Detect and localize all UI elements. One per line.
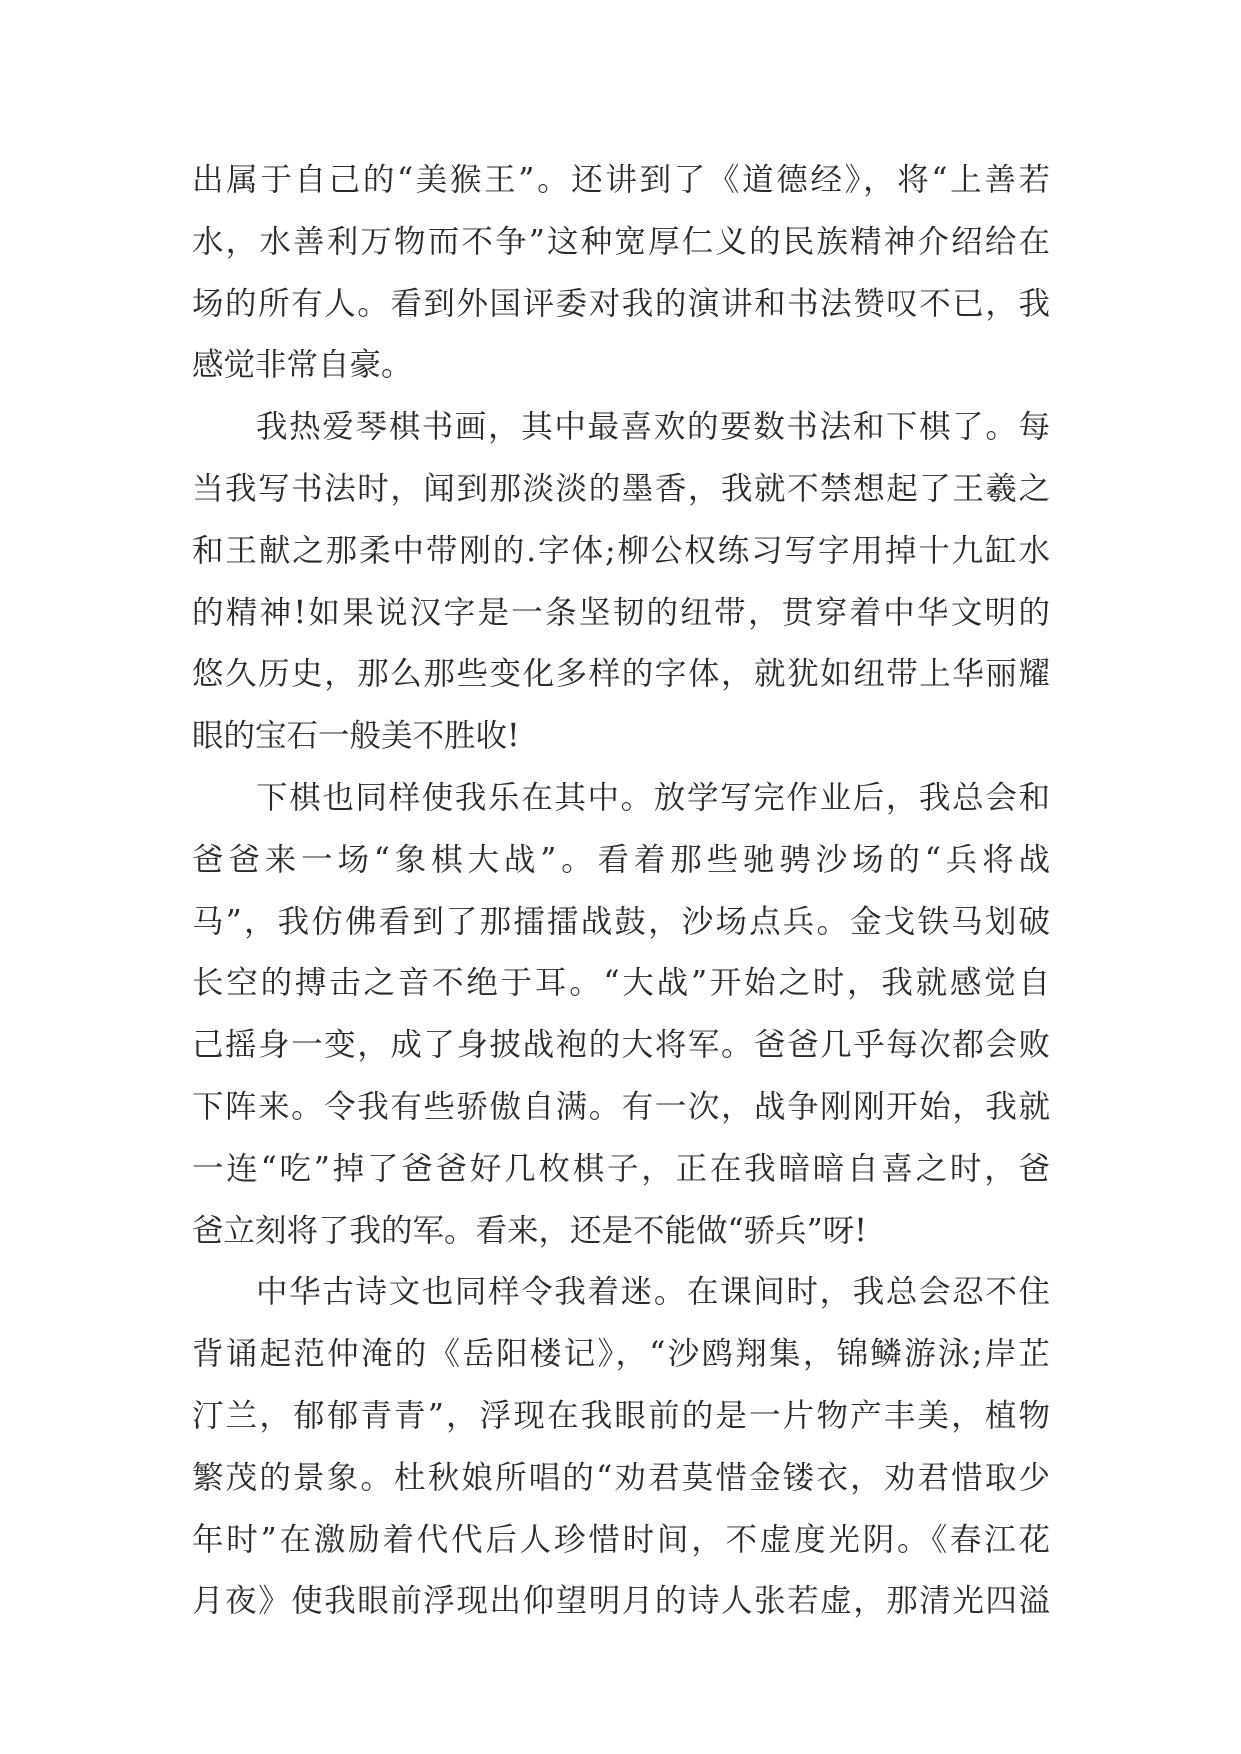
text-line: 悠久历史，那么那些变化多样的字体，就犹如纽带上华丽耀 xyxy=(192,656,1050,693)
text-line: 汀兰，郁郁青青”，浮现在我眼前的是一片物产丰美，植物 xyxy=(192,1397,1050,1434)
text-line: 下棋也同样使我乐在其中。放学写完作业后，我总会和 xyxy=(256,779,1050,816)
text-line: 月夜》使我眼前浮现出仰望明月的诗人张若虚，那清光四溢 xyxy=(192,1583,1050,1620)
body-text xyxy=(192,150,1050,1633)
text-line: 我热爱琴棋书画，其中最喜欢的要数书法和下棋了。每 xyxy=(256,409,1050,446)
text-line: 背诵起范仲淹的《岳阳楼记》，“沙鸥翔集，锦鳞游泳;岸芷 xyxy=(192,1336,1050,1373)
text-line: 一连“吃”掉了爸爸好几枚棋子，正在我暗暗自喜之时，爸 xyxy=(192,1150,1050,1187)
text-line: 中华古诗文也同样令我着迷。在课间时，我总会忍不住 xyxy=(256,1274,1050,1311)
text-line: 的精神!如果说汉字是一条坚韧的纽带，贯穿着中华文明的 xyxy=(192,594,1050,631)
text-line: 水，水善利万物而不争”这种宽厚仁义的民族精神介绍给在 xyxy=(192,223,1050,260)
text-line: 下阵来。令我有些骄傲自满。有一次，战争刚刚开始，我就 xyxy=(192,1088,1050,1125)
text-line: 爸立刻将了我的军。看来，还是不能做“骄兵”呀! xyxy=(192,1212,867,1249)
text-line: 感觉非常自豪。 xyxy=(192,347,413,384)
text-line: 当我写书法时，闻到那淡淡的墨香，我就不禁想起了王羲之 xyxy=(192,470,1050,507)
text-line: 长空的搏击之音不绝于耳。“大战”开始之时，我就感觉自 xyxy=(192,965,1050,1002)
text-line: 繁茂的景象。杜秋娘所唱的“劝君莫惜金镂衣，劝君惜取少 xyxy=(192,1459,1050,1496)
text-line: 爸爸来一场“象棋大战”。看着那些驰骋沙场的“兵将战 xyxy=(192,841,1050,878)
text-line: 己摇身一变，成了身披战袍的大将军。爸爸几乎每次都会败 xyxy=(192,1027,1050,1064)
text-line: 场的所有人。看到外国评委对我的演讲和书法赞叹不已，我 xyxy=(192,285,1050,322)
text-line: 马”，我仿佛看到了那擂擂战鼓，沙场点兵。金戈铁马划破 xyxy=(192,903,1050,940)
text-line: 年时”在激励着代代后人珍惜时间，不虚度光阴。《春江花 xyxy=(192,1521,1050,1558)
text-line: 和王献之那柔中带刚的.字体;柳公权练习写字用掉十九缸水 xyxy=(192,532,1050,569)
text-line: 出属于自己的“美猴王”。还讲到了《道德经》，将“上善若 xyxy=(192,162,1050,198)
text-line: 眼的宝石一般美不胜收! xyxy=(192,718,520,755)
